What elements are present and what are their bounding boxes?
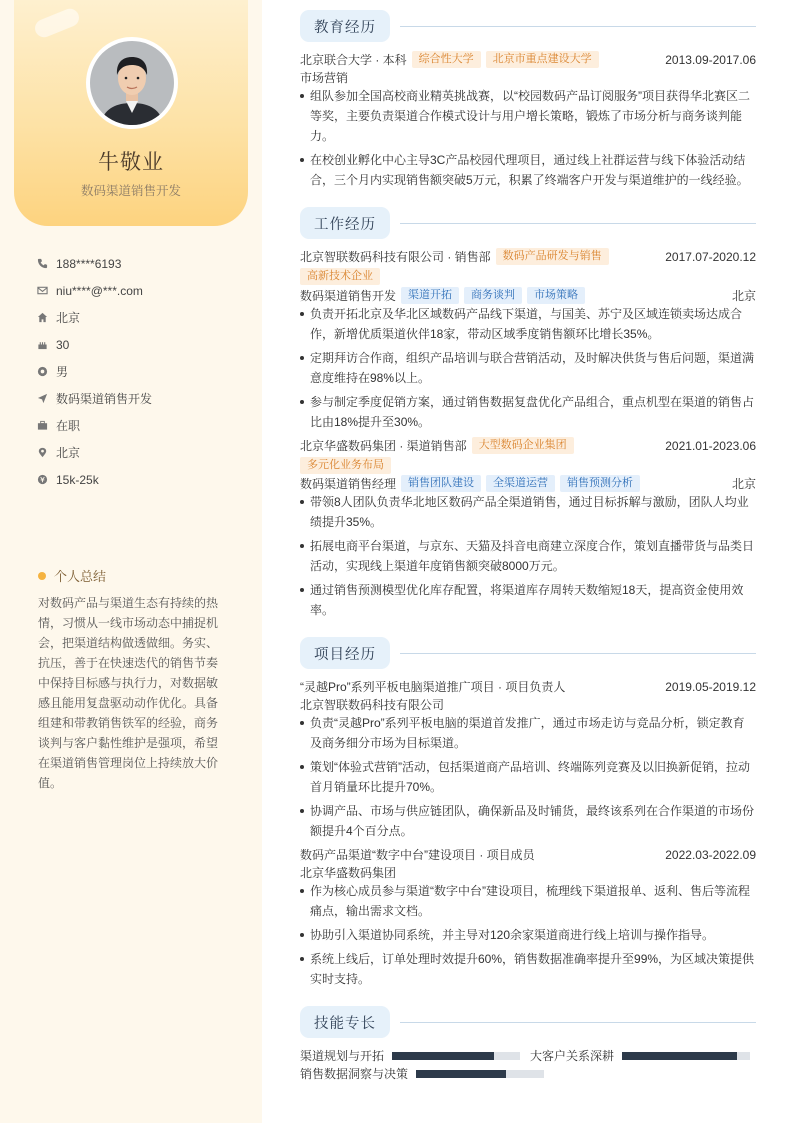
salary-icon: [36, 474, 48, 486]
contact-home: [36, 304, 256, 331]
skill-name: 销售数据洞察与决策: [300, 1067, 409, 1081]
project-bullet: 系统上线后，订单处理时效提升60%，销售数据准确率提升至99%，为区域决策提供实时支持。: [300, 949, 756, 989]
company-name: 北京智联数码科技有限公司 · 销售部: [300, 250, 491, 264]
summary-heading: 个人总结: [38, 566, 106, 585]
contact-value: 15k-25k: [56, 472, 99, 487]
role-tag: 市场策略: [527, 287, 585, 304]
project-title: “灵越Pro”系列平板电脑渠道推广项目 · 项目负责人: [300, 680, 566, 694]
section-title: 教育经历: [300, 10, 390, 42]
skill-bar-fill: [392, 1052, 494, 1060]
project-header: [300, 678, 756, 695]
project-title: 数码产品渠道“数字中台”建设项目 · 项目成员: [300, 848, 535, 862]
contact-city: [36, 439, 256, 466]
contact-value: 数码渠道销售开发: [56, 392, 153, 406]
role-tag: 渠道开拓: [401, 287, 459, 304]
company-tag: 大型数码企业集团: [472, 437, 574, 454]
job-period: 2021.01-2023.06: [665, 438, 756, 453]
school-tag: 综合性大学: [412, 51, 481, 68]
briefcase-icon: [36, 420, 48, 432]
avatar-photo-icon: [90, 41, 174, 125]
location-pin-icon: [36, 447, 48, 459]
section-divider: [400, 1022, 756, 1023]
skill-name: 大客户关系深耕: [530, 1049, 615, 1063]
section-divider: [400, 653, 756, 654]
job-city: 北京: [731, 477, 756, 491]
job-city: 北京: [731, 289, 756, 303]
summary-dot-icon: [38, 572, 46, 580]
job-role-row: [300, 475, 756, 492]
skill-bar: [416, 1070, 544, 1078]
company-name: 北京华盛数码集团 · 渠道销售部: [300, 439, 467, 453]
section-skills: [300, 1006, 756, 1038]
skill-bar: [622, 1052, 750, 1060]
contact-intent: [36, 385, 256, 412]
education-bullet: 组队参加全国高校商业精英挑战赛，以“校园数码产品订阅服务”项目获得华北赛区二等奖，主要负责渠道合作模式设计与用户增长策略，锻炼了市场分析与商务谈判能力。: [300, 86, 756, 146]
project-header: [300, 846, 756, 863]
skill-item: [530, 1047, 750, 1064]
skill-item: [300, 1047, 520, 1064]
job-role-row: [300, 287, 756, 304]
contact-value: 30: [56, 337, 70, 352]
job-role: 数码渠道销售经理: [300, 477, 397, 491]
contact-phone: [36, 250, 256, 277]
role-tag: 销售团队建设: [401, 475, 481, 492]
summary-text: 对数码产品与渠道生态有持续的热情，习惯从一线市场动态中捕捉机会，把渠道结构做透做细。务实、抗压，善于在快速迭代的销售节奏中保持目标感与执行力，对数据敏感且能用复盘驱动动作优化。具备组建和带教销售铁军的经验，商务谈判与客户黏性维护是强项，希望在渠道销售管理岗位上持续放大价值。: [38, 596, 219, 790]
contact-email: [36, 277, 256, 304]
project-bullet: 策划“体验式营销”活动，包括渠道商产品培训、终端陈列竞赛及以旧换新促销，拉动首月销量环比提升70%。: [300, 757, 756, 797]
education-bullet: 在校创业孵化中心主导3C产品校园代理项目，通过线上社群运营与线下体验活动结合，三个月内实现销售额突破5万元，积累了终端客户开发与渠道维护的一线经验。: [300, 150, 756, 190]
contact-value: niu****@***.com: [56, 283, 143, 298]
contact-age: [36, 331, 256, 358]
job-bullet: 定期拜访合作商，组织产品培训与联合营销活动，及时解决供货与售后问题，渠道满意度维持在98%以上。: [300, 348, 756, 388]
role-tag: 销售预测分析: [560, 475, 640, 492]
company-tag: 数码产品研发与销售: [496, 248, 609, 265]
job-bullet: 负责开拓北京及华北区域数码产品线下渠道，与国美、苏宁及区域连锁卖场达成合作，新增优质渠道伙伴18家，带动区域季度销售额环比增长35%。: [300, 304, 756, 344]
home-icon: [36, 312, 48, 324]
job-bullet: 拓展电商平台渠道，与京东、天猫及抖音电商建立深度合作，策划直播带货与品类日活动，实现线上渠道年度销售额突破8000万元。: [300, 536, 756, 576]
job-header: [300, 437, 756, 454]
job-bullet: 带领8人团队负责华北地区数码产品全渠道销售，通过目标拆解与激励，团队人均业绩提升35%。: [300, 492, 756, 532]
contact-value: 北京: [56, 311, 81, 325]
avatar: [86, 37, 178, 129]
section-title: 技能专长: [300, 1006, 390, 1038]
company-tag: 高新技术企业: [300, 268, 380, 285]
job-bullet: 参与制定季度促销方案，通过销售数据复盘优化产品组合，重点机型在渠道的销售占比由18%提升至30%。: [300, 392, 756, 432]
contact-list: [36, 250, 256, 493]
project-org: 北京智联数码科技有限公司: [300, 698, 445, 712]
project-period: 2022.03-2022.09: [665, 847, 756, 862]
phone-icon: [36, 258, 48, 270]
job-period: 2017.07-2020.12: [665, 249, 756, 264]
project-org: 北京华盛数码集团: [300, 866, 397, 880]
school-name: 北京联合大学 · 本科: [300, 53, 407, 67]
section-title: 项目经历: [300, 637, 390, 669]
contact-gender: [36, 358, 256, 385]
education-period: 2013.09-2017.06: [665, 52, 756, 67]
skill-name: 渠道规划与开拓: [300, 1049, 385, 1063]
project-bullet: 协助引入渠道协同系统，并主导对120余家渠道商进行线上培训与操作指导。: [300, 925, 756, 945]
company-tag-row: [300, 268, 756, 285]
candidate-title: 数码渠道销售开发: [80, 184, 181, 198]
sidebar: [0, 0, 262, 1123]
section-title: 工作经历: [300, 207, 390, 239]
send-icon: [36, 393, 48, 405]
decoration-pill: [32, 6, 81, 40]
job-role: 数码渠道销售开发: [300, 289, 397, 303]
section-education: [300, 10, 756, 42]
project-period: 2019.05-2019.12: [665, 679, 756, 694]
contact-value: 男: [56, 365, 69, 379]
section-divider: [400, 26, 756, 27]
project-bullet: 作为核心成员参与渠道“数字中台”建设项目，梳理线下渠道报单、返利、售后等流程痛点，输出需求文档。: [300, 881, 756, 921]
section-projects: [300, 637, 756, 669]
contact-status: [36, 412, 256, 439]
skill-bar: [392, 1052, 520, 1060]
candidate-name: 牛敬业: [98, 151, 164, 174]
contact-value: 188****6193: [56, 256, 122, 271]
section-divider: [400, 223, 756, 224]
education-header: [300, 51, 756, 68]
role-tag: 商务谈判: [464, 287, 522, 304]
project-bullet: 负责“灵越Pro”系列平板电脑的渠道首发推广，通过市场走访与竞品分析，锁定教育及商务细分市场为目标渠道。: [300, 713, 756, 753]
gender-icon: [36, 366, 48, 378]
role-tag: 全渠道运营: [486, 475, 555, 492]
contact-value: 在职: [56, 419, 81, 433]
company-tag-row: [300, 457, 756, 474]
skill-item: [300, 1065, 544, 1082]
section-work: [300, 207, 756, 239]
project-bullet: 协调产品、市场与供应链团队，确保新品及时铺货，最终该系列在合作渠道的市场份额提升4个百分点。: [300, 801, 756, 841]
skill-bar-fill: [416, 1070, 506, 1078]
contact-salary: [36, 466, 256, 493]
profile-card: [14, 0, 248, 226]
company-tag: 多元化业务布局: [300, 457, 391, 474]
school-tag: 北京市重点建设大学: [486, 51, 599, 68]
contact-value: 北京: [56, 446, 81, 460]
skill-bar-fill: [622, 1052, 737, 1060]
job-header: [300, 248, 756, 265]
job-bullet: 通过销售预测模型优化库存配置，将渠道库存周转天数缩短18天，提高资金使用效率。: [300, 580, 756, 620]
education-major: 市场营销: [300, 71, 349, 85]
cake-icon: [36, 339, 48, 351]
mail-icon: [36, 285, 48, 297]
